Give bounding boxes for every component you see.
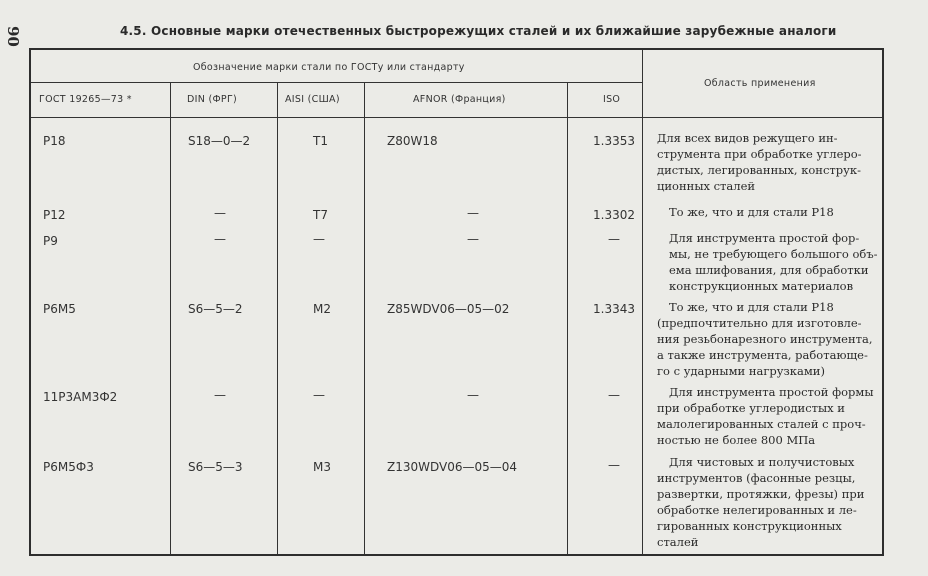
table-row-afnor: — [467,388,479,402]
table-row-application: То же, что и для стали Р18 (предпочтительно для изготовле- ния резьбонарезного инструмента, а также инструмента, работающе- го с ударными нагрузками) [657,300,873,378]
table-row-iso: 1.3302 [593,208,635,222]
table-row-aisi: T1 [313,134,328,148]
table-row-gost: Р18 [43,134,66,148]
table-row-aisi: M2 [313,302,331,316]
col-divider-3 [364,82,365,554]
table-row-gost: 11Р3АМ3Ф2 [43,390,118,404]
table-row-afnor: Z130WDV06—05—04 [387,460,518,474]
table-row-gost: Р12 [43,208,66,222]
table-row-application: Для инструмента простой фор- мы, не требующего большого объ- ема шлифования, для обработки конструкционных материалов [669,231,878,293]
table-row-afnor: Z80W18 [387,134,438,148]
column-header-iso: ISO [603,94,621,105]
table-row-iso: — [608,232,620,246]
table-row-iso: — [608,458,620,472]
table-title: 4.5. Основные марки отечественных быстрорежущих сталей и их ближайшие зарубежные аналоги [120,24,837,38]
table-row-application: Для всех видов режущего ин- струмента при обработке углеро- дистых, легированных, конструк- ционных сталей [657,131,862,193]
table-row-aisi: T7 [313,208,328,222]
steel-grades-table [29,48,884,556]
column-header-gost: ГОСТ 19265—73 * [39,94,132,105]
column-header-aisi: AISI (США) [285,94,340,105]
group-header-divider [31,82,643,83]
application-column-divider [642,50,643,554]
table-row-din: — [214,388,226,402]
table-row-din: S6—5—3 [188,460,243,474]
table-row-din: — [214,206,226,220]
table-row-application: То же, что и для стали Р18 [669,205,834,219]
header-bottom-line [31,117,882,118]
table-row-gost: Р6М5 [43,302,76,316]
table-row-din: S6—5—2 [188,302,243,316]
table-row-application: Для чистовых и получистовых инструментов (фасонные резцы, развертки, протяжки, фрезы) при обработке нелегированных и ле- гированных конструкционных сталей [657,455,865,549]
table-row-afnor: Z85WDV06—05—02 [387,302,510,316]
page-number: 90 [4,26,22,47]
column-header-din: DIN (ФРГ) [187,94,238,105]
table-row-din: — [214,232,226,246]
table-row-aisi: — [313,388,325,402]
table-row-afnor: — [467,232,479,246]
group-header: Обозначение марки стали по ГОСТу или стандарту [193,62,465,73]
table-row-application: Для инструмента простой формы при обработке углеродистых и малолегированных сталей с проч- ностью не более 800 МПа [657,385,874,447]
table-row-aisi: M3 [313,460,331,474]
table-row-aisi: — [313,232,325,246]
application-header: Область применения [704,78,816,89]
col-divider-4 [567,82,568,554]
table-row-gost: Р9 [43,234,58,248]
table-row-gost: Р6М5Ф3 [43,460,94,474]
col-divider-2 [277,82,278,554]
table-row-iso: 1.3343 [593,302,635,316]
column-header-afnor: AFNOR (Франция) [413,94,506,105]
table-row-iso: — [608,388,620,402]
table-row-iso: 1.3353 [593,134,635,148]
table-row-din: S18—0—2 [188,134,251,148]
table-row-afnor: — [467,206,479,220]
col-divider-1 [170,82,171,554]
